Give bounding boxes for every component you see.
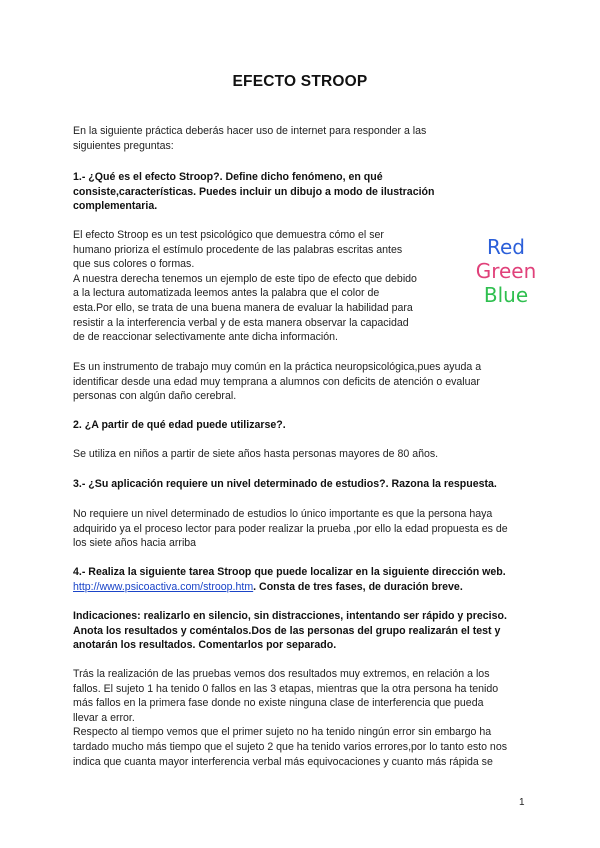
results-line: Trás la realización de las pruebas vemos dos resultados muy extremos, en relación a los bbox=[73, 668, 490, 680]
indications-line: anotarán los resultados. Comentarlos por separado. bbox=[73, 639, 337, 652]
answer-2: Se utiliza en niños a partir de siete años hasta personas mayores de 80 años. bbox=[73, 448, 439, 460]
stroop-word-green: Green bbox=[475, 259, 537, 283]
results-paragraph bbox=[73, 667, 528, 769]
answer-1-line: que sus colores o formas. bbox=[73, 258, 195, 271]
answer-1-line: A nuestra derecha tenemos un ejemplo de este tipo de efecto que debido bbox=[73, 272, 417, 285]
question-3: 3.- ¿Su aplicación requiere un nivel determinado de estudios?. Razona la respuesta. bbox=[73, 478, 497, 490]
answer-1-paragraph-2 bbox=[73, 360, 528, 404]
question-1 bbox=[73, 170, 528, 214]
answer-1-line: de de reaccionar selectivamente ante dicha información. bbox=[73, 331, 338, 344]
stroop-example bbox=[446, 235, 566, 307]
results-line: más fallos en la primera fase donde no existe ninguna clase de interferencia que pueda bbox=[73, 697, 484, 710]
page-number: 1 bbox=[519, 797, 525, 808]
indications bbox=[73, 609, 528, 653]
answer-3-line: los siete años hacia arriba bbox=[73, 537, 197, 550]
indications-line: Anota los resultados y coméntalos.Dos de las personas del grupo realizarán el test y bbox=[73, 624, 501, 637]
answer-3-line: adquirido ya el proceso lector para poder realizar la prueba ,por ello la edad propuesta es de bbox=[73, 522, 508, 535]
intro-line: En la siguiente práctica deberás hacer uso de internet para responder a las bbox=[73, 125, 427, 137]
answer-1-line: humano prioriza el estímulo procedente de las palabras escritas antes bbox=[73, 243, 403, 256]
question-4 bbox=[73, 565, 528, 594]
answer-3 bbox=[73, 507, 528, 551]
stroop-word-red: Red bbox=[487, 235, 525, 259]
answer-1-line: a la lectura automatizada leemos antes la palabra que el color de bbox=[73, 287, 380, 300]
question-4-line: 4.- Realiza la siguiente tarea Stroop que puede localizar en la siguiente dirección web. bbox=[73, 566, 506, 578]
answer-1-line: personas con algún daño cerebral. bbox=[73, 390, 237, 403]
answer-1-line: resistir a la interferencia verbal y de esta manera observar la capacidad bbox=[73, 316, 409, 329]
answer-1-line: El efecto Stroop es un test psicológico que demuestra cómo el ser bbox=[73, 229, 384, 241]
answer-1-line: Es un instrumento de trabajo muy común en la práctica neuropsicológica,pues ayuda a bbox=[73, 361, 482, 373]
question-1-line: consiste,características. Puedes incluir un dibujo a modo de ilustración bbox=[73, 185, 435, 198]
results-line: fallos. El sujeto 1 ha tenido 0 fallos en las 3 etapas, mientras que la otra persona ha tenido bbox=[73, 682, 499, 695]
stroop-test-link[interactable]: http://www.psicoactiva.com/stroop.htm bbox=[73, 580, 254, 593]
intro-line: siguientes preguntas: bbox=[73, 139, 174, 152]
indications-line: Indicaciones: realizarlo en silencio, sin distracciones, intentando ser rápido y preciso. bbox=[73, 610, 507, 622]
stroop-word-blue: Blue bbox=[483, 283, 529, 307]
question-1-line: 1.- ¿Qué es el efecto Stroop?. Define dicho fenómeno, en qué bbox=[73, 171, 383, 183]
question-4-rest: . Consta de tres fases, de duración breve. bbox=[253, 580, 463, 593]
results-line: Respecto al tiempo vemos que el primer sujeto no ha tenido ningún error sin embargo ha bbox=[73, 726, 492, 739]
question-1-line: complementaria. bbox=[73, 200, 158, 213]
answer-1-line: identificar desde una edad muy temprana a alumnos con deficits de atención o evaluar bbox=[73, 375, 480, 388]
intro-paragraph bbox=[73, 124, 528, 153]
answer-1-paragraph-1 bbox=[73, 228, 438, 345]
question-4-line bbox=[73, 580, 528, 595]
results-line: llevar a error. bbox=[73, 711, 135, 724]
results-line: tardado mucho más tiempo que el sujeto 2 que ha tenido varios errores,por lo tanto esto nos bbox=[73, 740, 508, 753]
answer-3-line: No requiere un nivel determinado de estudios lo único importante es que la persona haya bbox=[73, 508, 493, 520]
document-title: EFECTO STROOP bbox=[232, 73, 368, 90]
question-2: 2. ¿A partir de qué edad puede utilizarse?. bbox=[73, 419, 286, 431]
answer-1-line: esta.Por ello, se trata de una buena manera de evaluar la habilidad para bbox=[73, 301, 413, 314]
results-line: indica que cuanta mayor interferencia verbal más equivocaciones y cuanto más rápida se bbox=[73, 755, 493, 768]
